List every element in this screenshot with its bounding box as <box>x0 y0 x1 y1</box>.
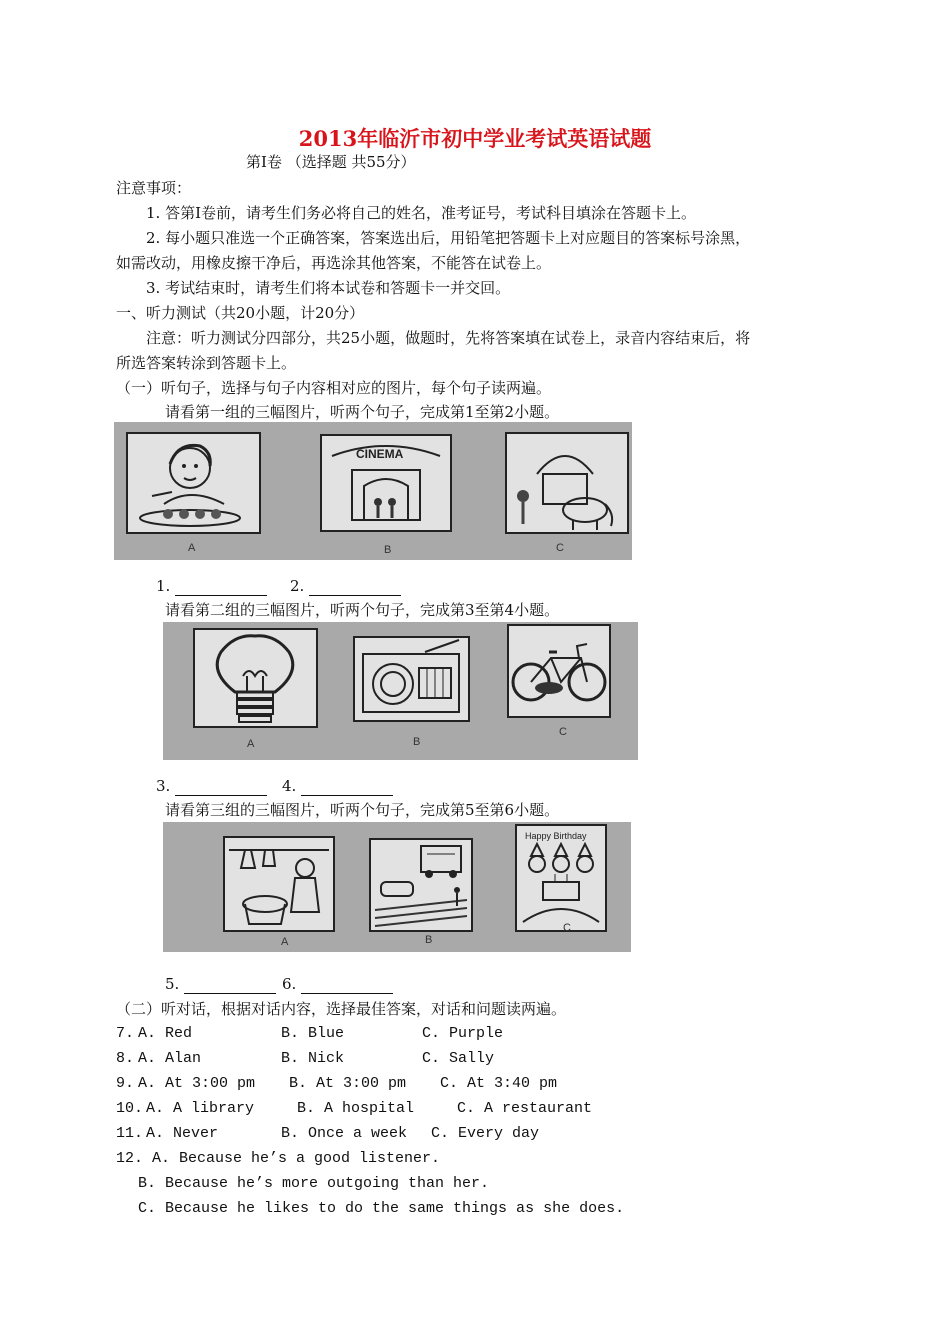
question-9-option-c: C. At 3:40 pm <box>440 1075 558 1092</box>
notice-item-3: 3. 考试结束时，请考生们将本试卷和答题卡一并交回。 <box>146 279 511 297</box>
question-11-option-c: C. Every day <box>431 1125 540 1142</box>
picture-girl-eating <box>126 432 261 534</box>
group2-picture-strip <box>163 622 638 760</box>
part1-note-line2: 所选答案转涂到答题卡上。 <box>116 354 297 372</box>
notice-heading: 注意事项： <box>116 179 192 197</box>
blank-q1: 1. <box>156 576 267 596</box>
picture-light-bulb <box>193 628 318 728</box>
notice-item-1: 1. 答第Ⅰ卷前，请考生们务必将自己的姓名，准考证号，考试科目填涂在答题卡上。 <box>146 204 697 222</box>
question-11-number: 11. <box>116 1125 144 1142</box>
question-10-option-c: C. A restaurant <box>457 1100 593 1117</box>
group2-instruction: 请看第二组的三幅图片，听两个句子，完成第3至第4小题。 <box>165 601 560 619</box>
question-8-option-b: B. Nick <box>281 1050 345 1067</box>
blank-q4: 4. <box>282 776 393 796</box>
cinema-sign: CINEMA <box>356 447 404 461</box>
picture-bicycle <box>507 624 611 718</box>
group1-picture-strip <box>114 422 632 560</box>
question-10-number: 10. <box>116 1100 144 1117</box>
part1-heading: 一、听力测试（共20小题，计20分） <box>116 304 365 322</box>
question-9-option-a: A. At 3:00 pm <box>138 1075 256 1092</box>
question-12-option-b: B. Because he’s more outgoing than her. <box>138 1175 490 1192</box>
notice-item-2-line1: 2. 每小题只准选一个正确答案，答案选出后，用铅笔把答题卡上对应题目的答案标号涂黑， <box>146 229 751 247</box>
group1-instruction: 请看第一组的三幅图片，听两个句子，完成第1至第2小题。 <box>165 403 560 421</box>
group3-instruction: 请看第三组的三幅图片，听两个句子，完成第5至第6小题。 <box>165 801 560 819</box>
question-8-number: 8. <box>116 1050 135 1067</box>
birthday-sign: Happy Birthday <box>525 831 587 841</box>
picture-zoo-elephant <box>505 432 629 534</box>
question-12-option-c: C. Because he likes to do the same things as she does. <box>138 1200 625 1217</box>
label-b: B <box>384 544 392 556</box>
section-header: 第Ⅰ卷 （选择题 共55分） <box>246 153 416 171</box>
part1-note-line1: 注意：听力测试分四部分，共25小题，做题时，先将答案填在试卷上，录音内容结束后，将 <box>146 329 751 347</box>
picture-street-traffic <box>369 838 473 932</box>
question-8-option-c: C. Sally <box>422 1050 495 1067</box>
blank-q5: 5. <box>165 974 276 994</box>
question-9-option-b: B. At 3:00 pm <box>289 1075 407 1092</box>
sub1-heading: （一）听句子，选择与句子内容相对应的图片，每个句子读两遍。 <box>116 379 552 397</box>
blank-q6: 6. <box>282 974 393 994</box>
picture-radio <box>353 636 470 722</box>
group3-picture-strip <box>163 822 631 952</box>
question-8-option-a: A. Alan <box>138 1050 202 1067</box>
label-c: C <box>556 542 564 554</box>
question-9-number: 9. <box>116 1075 135 1092</box>
label-c: C <box>559 726 567 738</box>
blank-q2: 2. <box>290 576 401 596</box>
blank-q3: 3. <box>156 776 267 796</box>
question-7-option-b: B. Blue <box>281 1025 345 1042</box>
picture-birthday-party <box>515 824 607 932</box>
question-7-number: 7. <box>116 1025 135 1042</box>
label-b: B <box>425 934 433 946</box>
question-7-option-c: C. Purple <box>422 1025 504 1042</box>
sub2-heading: （二）听对话，根据对话内容，选择最佳答案，对话和问题读两遍。 <box>116 1000 567 1018</box>
question-12-option-a: 12. A. Because he’s a good listener. <box>116 1150 441 1167</box>
question-10-option-a: A. A library <box>146 1100 255 1117</box>
page-title: 2013年临沂市初中学业考试英语试题 <box>298 126 652 151</box>
question-11-option-a: A. Never <box>146 1125 219 1142</box>
label-b: B <box>413 736 421 748</box>
picture-cinema <box>320 434 452 532</box>
picture-washing-clothes <box>223 836 335 932</box>
label-a: A <box>281 936 289 948</box>
question-7-option-a: A. Red <box>138 1025 193 1042</box>
label-c: C <box>563 922 571 934</box>
question-10-option-b: B. A hospital <box>297 1100 415 1117</box>
notice-item-2-line2: 如需改动，用橡皮擦干净后，再选涂其他答案，不能答在试卷上。 <box>116 254 552 272</box>
label-a: A <box>188 542 196 554</box>
label-a: A <box>247 738 255 750</box>
question-11-option-b: B. Once a week <box>281 1125 408 1142</box>
